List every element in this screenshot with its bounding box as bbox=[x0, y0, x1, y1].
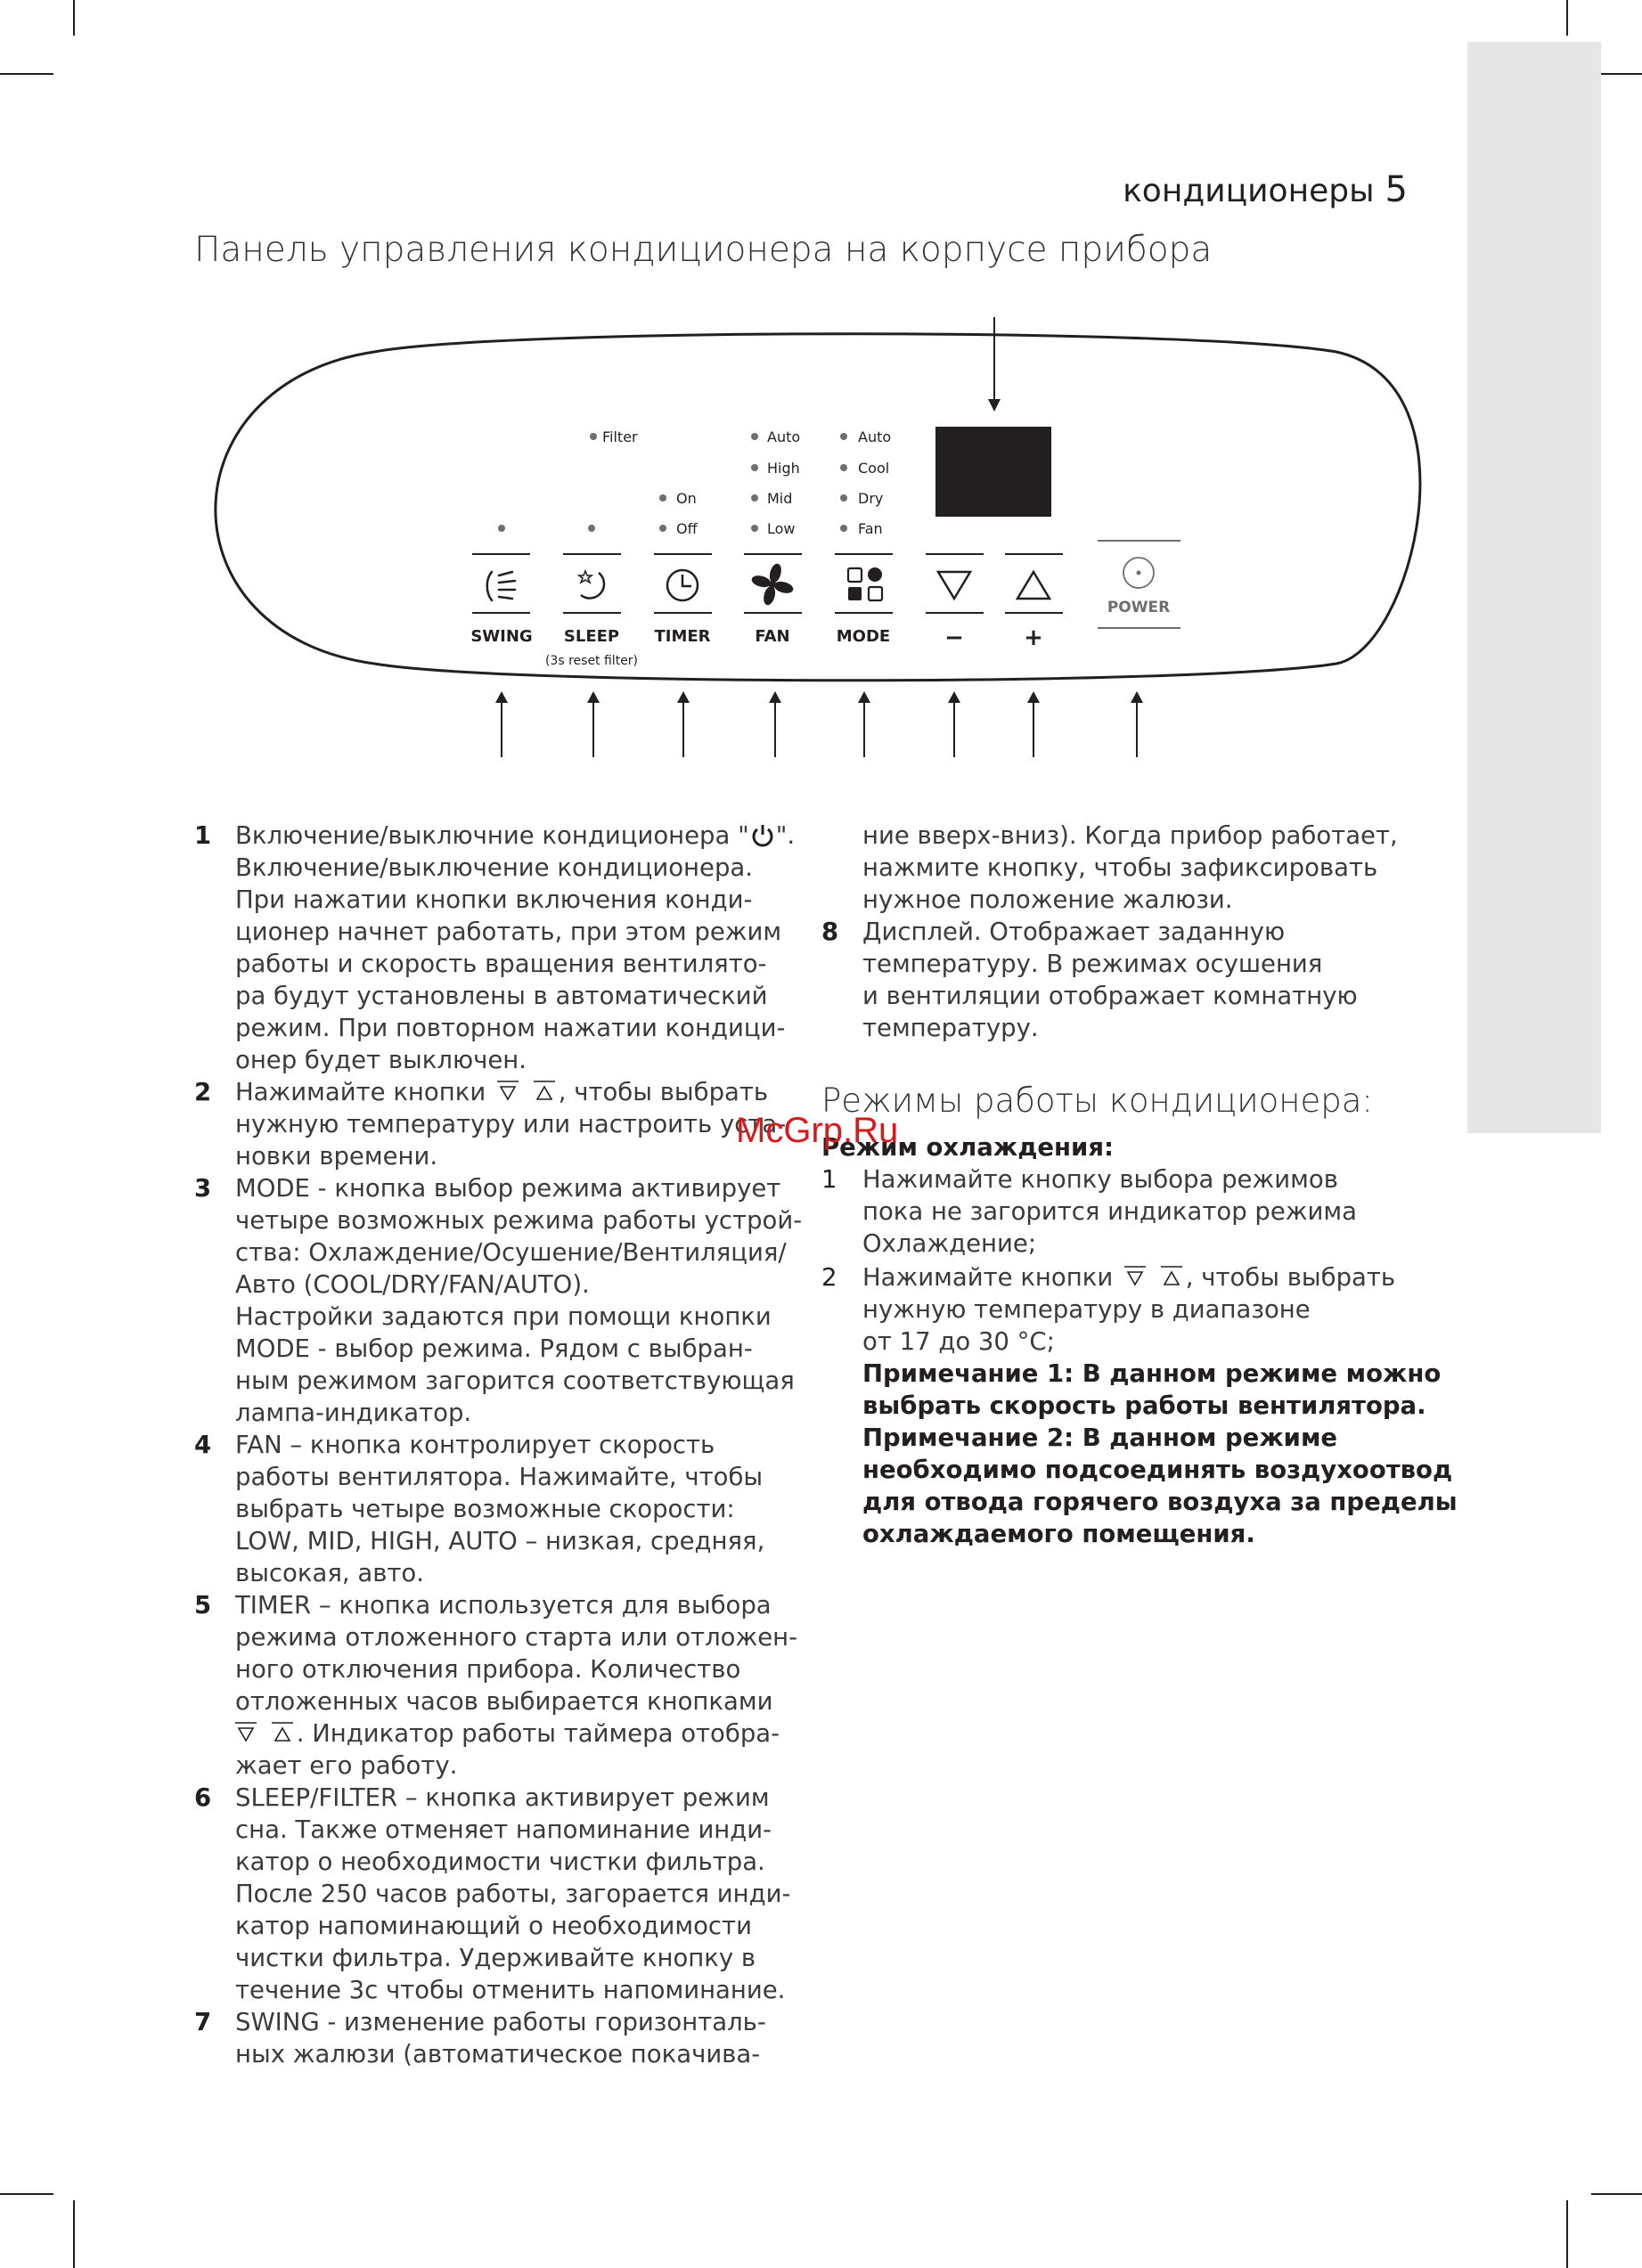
sleep-indicator-dot bbox=[588, 525, 595, 532]
text-line: Дисплей. Отображает заданную bbox=[862, 918, 1286, 946]
down-button-icon bbox=[497, 1081, 519, 1104]
text-line: ства: Охлаждение/Осушение/Вентиляция/ bbox=[235, 1238, 787, 1267]
text-line: сна. Также отменяет напоминание инди- bbox=[235, 1815, 772, 1844]
text-line: ра будут установлены в автоматический bbox=[235, 982, 768, 1010]
note-line: Примечание 1: В данном режиме можно bbox=[862, 1359, 1442, 1388]
timer-icon bbox=[667, 570, 698, 600]
text-line: MODE - кнопка выбор режима активирует bbox=[235, 1174, 781, 1203]
list-item-5 bbox=[194, 1589, 809, 1782]
item-number: 3 bbox=[194, 1174, 212, 1203]
power-icon bbox=[1123, 558, 1154, 588]
list-item-8 bbox=[821, 916, 1445, 1044]
list-item-3 bbox=[194, 1172, 809, 1429]
crop-mark bbox=[73, 2200, 75, 2268]
text-line: . Индикатор работы таймера отобра- bbox=[296, 1719, 780, 1748]
up-button-icon bbox=[1161, 1266, 1182, 1289]
mode-indicator-auto: Auto bbox=[858, 428, 892, 445]
fan-button-label: FAN bbox=[755, 627, 790, 646]
text-line: катор напоминающий о необходимости bbox=[235, 1912, 752, 1940]
sleep-reset-note: (3s reset filter) bbox=[544, 654, 639, 668]
note-line: выбрать скорость работы вентилятора. bbox=[862, 1391, 1426, 1420]
swing-icon bbox=[487, 572, 515, 600]
sleep-button-label: SLEEP bbox=[563, 627, 620, 646]
down-button-icon bbox=[235, 1722, 257, 1745]
item-number: 7 bbox=[194, 2008, 212, 2036]
text-line: режима отложенного старта или отложен- bbox=[235, 1623, 798, 1652]
text-line: новки времени. bbox=[235, 1142, 438, 1171]
timer-button-label: TIMER bbox=[654, 627, 711, 646]
modes-title: Режимы работы кондиционера: bbox=[821, 1081, 1373, 1120]
note-line: для отвода горячего воздуха за пределы bbox=[862, 1488, 1458, 1516]
timer-indicator-on: On bbox=[676, 490, 697, 507]
temp-up-icon bbox=[1017, 572, 1050, 599]
text-line: лампа-индикатор. bbox=[235, 1399, 472, 1427]
right-column bbox=[821, 820, 1458, 1550]
header-section: кондиционеры bbox=[1123, 173, 1375, 209]
text-line: чистки фильтра. Удерживайте кнопку в bbox=[235, 1944, 756, 1972]
text-line: катор о необходимости чистки фильтра. bbox=[235, 1848, 765, 1876]
text-line: работы и скорость вращения вентилято- bbox=[235, 950, 767, 978]
text-line: высокая, авто. bbox=[235, 1559, 424, 1587]
down-button-icon bbox=[1124, 1266, 1146, 1289]
step-number: 1 bbox=[821, 1165, 837, 1194]
text-line: течение 3с чтобы отменить напоминание. bbox=[235, 1976, 786, 2004]
control-panel-diagram bbox=[0, 0, 1642, 775]
filter-label: Filter bbox=[602, 428, 638, 445]
text-line: отложенных часов выбирается кнопками bbox=[235, 1687, 773, 1716]
step-number: 2 bbox=[821, 1263, 837, 1292]
text-line: Настройки задаются при помощи кнопки bbox=[235, 1302, 772, 1331]
list-item-7 bbox=[194, 2006, 809, 2070]
text-line: SWING - изменение работы горизонталь- bbox=[235, 2008, 766, 2036]
text-line: нажмите кнопку, чтобы зафиксировать bbox=[862, 853, 1378, 882]
note-line: охлаждаемого помещения. bbox=[862, 1520, 1255, 1548]
text-line: Нажимайте кнопки bbox=[235, 1078, 486, 1106]
text-line: температуру. bbox=[862, 1014, 1039, 1042]
note-line: Примечание 2: В данном режиме bbox=[862, 1424, 1338, 1452]
text-line: нужную температуру в диапазоне bbox=[862, 1295, 1311, 1324]
watermark: McGrp.Ru bbox=[736, 1111, 899, 1150]
temp-down-icon bbox=[938, 572, 970, 599]
text-line: жает его работу. bbox=[235, 1751, 458, 1780]
text-line: режим. При повторном нажатии кондици- bbox=[235, 1014, 786, 1042]
text-line: FAN – кнопка контролирует скорость bbox=[235, 1431, 715, 1459]
up-button-icon bbox=[272, 1722, 293, 1745]
panel-housing bbox=[216, 334, 1420, 681]
text-line: Охлаждение; bbox=[862, 1229, 1037, 1258]
text-line: Нажимайте кнопку выбора режимов bbox=[862, 1165, 1338, 1194]
crop-mark bbox=[1591, 2193, 1642, 2195]
pointer-arrows bbox=[502, 697, 1137, 757]
item-7-continuation bbox=[821, 820, 1445, 916]
text-line: работы вентилятора. Нажимайте, чтобы bbox=[235, 1463, 764, 1491]
power-symbol-icon bbox=[749, 821, 776, 848]
text-line: нужное положение жалюзи. bbox=[862, 885, 1233, 914]
left-column bbox=[194, 820, 809, 2070]
plus-button-label: + bbox=[1024, 624, 1043, 651]
timer-indicator-off: Off bbox=[676, 520, 698, 537]
text-line: ционер начнет работать, при этом режим bbox=[235, 918, 782, 946]
text-line: , чтобы выбрать bbox=[1185, 1263, 1396, 1292]
crop-mark bbox=[1566, 2200, 1568, 2268]
text-line: ным режимом загорится соответствующая bbox=[235, 1367, 795, 1395]
text-line: Включение/выключение кондиционера. bbox=[235, 853, 754, 882]
swing-indicator-dot bbox=[498, 525, 505, 532]
text-line: и вентиляции отображает комнатную bbox=[862, 982, 1358, 1010]
text-line: температуру. В режимах осушения bbox=[862, 950, 1323, 978]
text-line: При нажатии кнопки включения конди- bbox=[235, 885, 753, 914]
mode-indicator-cool: Cool bbox=[858, 460, 890, 477]
text-line: ных жалюзи (автоматическое покачива- bbox=[235, 2040, 761, 2068]
text-line: , чтобы выбрать bbox=[558, 1078, 769, 1106]
note-line: необходимо подсоединять воздухоотвод bbox=[862, 1456, 1453, 1484]
panel-section-title: Панель управления кондиционера на корпусе прибора bbox=[194, 230, 1213, 270]
text-line: выбрать четыре возможные скорости: bbox=[235, 1495, 735, 1523]
swing-button-label: SWING bbox=[470, 627, 533, 646]
page-number: 5 bbox=[1385, 169, 1408, 210]
cooling-mode-title: Режим охлаждения: bbox=[821, 1133, 1114, 1162]
text-line: ного отключения прибора. Количество bbox=[235, 1655, 741, 1684]
fan-indicator-low: Low bbox=[767, 520, 796, 537]
cooling-step-2 bbox=[821, 1261, 1458, 1550]
fan-icon bbox=[750, 562, 794, 606]
text-line: пока не загорится индикатор режима bbox=[862, 1197, 1358, 1226]
text-line: Нажимайте кнопки bbox=[862, 1263, 1114, 1292]
mode-icon bbox=[848, 567, 882, 600]
text-line: Авто (COOL/DRY/FAN/AUTO). bbox=[235, 1270, 590, 1299]
list-item-6 bbox=[194, 1782, 809, 2006]
text-line: ние вверх-вниз). Когда прибор работает, bbox=[862, 821, 1398, 850]
text-line: TIMER – кнопка используется для выбора bbox=[235, 1591, 772, 1619]
cooling-step-1 bbox=[821, 1163, 1445, 1260]
text-line: После 250 часов работы, загорается инди- bbox=[235, 1880, 791, 1908]
crop-mark bbox=[0, 2193, 53, 2195]
item-number: 2 bbox=[194, 1078, 212, 1106]
text-line: SLEEP/FILTER – кнопка активирует режим bbox=[235, 1783, 770, 1812]
minus-button-label: − bbox=[944, 624, 964, 651]
list-item-2 bbox=[194, 1076, 809, 1172]
text-line: Включение/выключние кондиционера " bbox=[235, 821, 749, 850]
mode-indicator-dry: Dry bbox=[858, 490, 884, 507]
item-number: 5 bbox=[194, 1591, 212, 1619]
text-line: четыре возможных режима работы устрой- bbox=[235, 1206, 803, 1235]
text-line: LOW, MID, HIGH, AUTO – низкая, средняя, bbox=[235, 1527, 765, 1555]
list-item-4 bbox=[194, 1429, 809, 1589]
power-button-label: POWER bbox=[1107, 599, 1171, 616]
item-number: 8 bbox=[821, 918, 839, 946]
item-number: 6 bbox=[194, 1783, 212, 1812]
text-line: онер будет выключен. bbox=[235, 1046, 527, 1074]
item-number: 1 bbox=[194, 821, 212, 850]
filter-indicator-dot bbox=[590, 433, 597, 440]
mode-button-label: MODE bbox=[836, 627, 891, 646]
fan-indicator-auto: Auto bbox=[767, 428, 801, 445]
display-screen bbox=[935, 427, 1051, 517]
text-line: ". bbox=[775, 821, 796, 850]
list-item-1 bbox=[194, 820, 809, 1076]
mode-indicator-fan: Fan bbox=[858, 520, 883, 537]
text-line: от 17 до 30 °С; bbox=[862, 1327, 1055, 1356]
fan-indicator-high: High bbox=[767, 460, 800, 477]
text-line: нужную температуру или настроить уста- bbox=[235, 1110, 787, 1138]
up-button-icon bbox=[534, 1081, 555, 1104]
item-number: 4 bbox=[194, 1431, 212, 1459]
fan-indicator-mid: Mid bbox=[767, 490, 793, 507]
sleep-icon bbox=[579, 571, 604, 599]
text-line: MODE - выбор режима. Рядом с выбран- bbox=[235, 1334, 753, 1363]
